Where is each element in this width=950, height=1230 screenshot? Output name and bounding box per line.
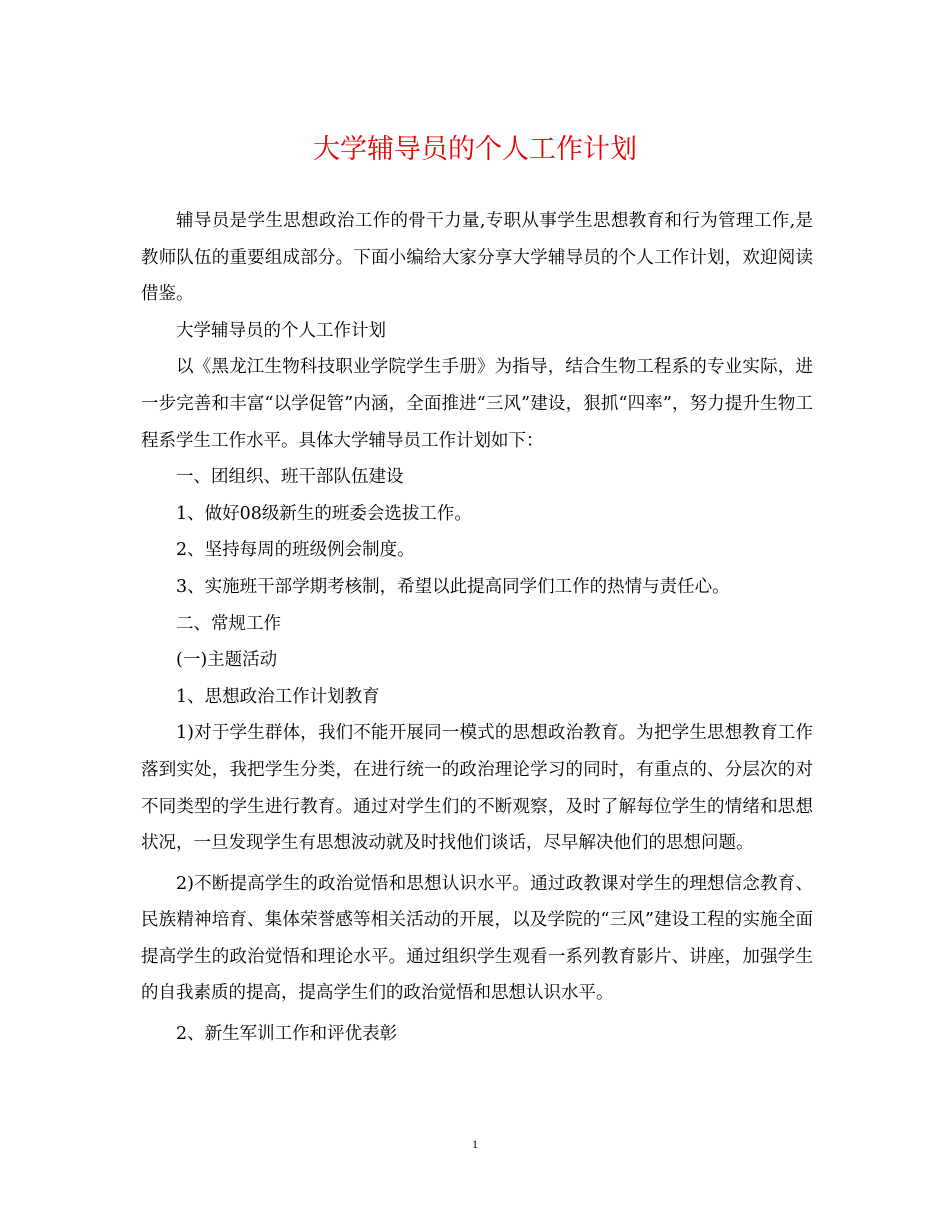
document-body [141, 203, 813, 1053]
paragraph-subtitle: 大学辅导员的个人工作计划 [176, 320, 386, 341]
paragraph-point-2: 2)不断提高学生的政治觉悟和思想认识水平。通过政教课对学生的理想信念教育、民族精神培育、集体荣誉感等相关活动的开展，以及学院的“三风”建设工程的实施全面提高学生的政治觉悟和理论水平。通过组织学生观看一系列教育影片、讲座，加强学生的自我素质的提高，提高学生们的政治觉悟和思想认识水平。 [141, 873, 813, 1004]
heading-team-building: 一、团组织、班干部队伍建设 [176, 467, 404, 488]
paragraph-intro: 辅导员是学生思想政治工作的骨干力量,专职从事学生思想教育和行为管理工作,是教师队伍的重要组成部分。下面小编给大家分享大学辅导员的个人工作计划，欢迎阅读借鉴。 [141, 211, 813, 305]
heading-routine-work: 二、常规工作 [176, 613, 281, 634]
paragraph-point-1: 1)对于学生群体，我们不能开展同一模式的思想政治教育。为把学生思想教育工作落到实处，我把学生分类，在进行统一的政治理论学习的同时，有重点的、分层次的对不同类型的学生进行教育。通过对学生们的不断观察，及时了解每位学生的情绪和思想状况，一旦发现学生有思想波动就及时找他们谈话，尽早解决他们的思想问题。 [141, 723, 813, 854]
page-number: 1 [472, 1137, 478, 1151]
list-item: 3、实施班干部学期考核制，希望以此提高同学们工作的热情与责任心。 [176, 576, 730, 597]
paragraph-guideline: 以《黑龙江生物科技职业学院学生手册》为指导，结合生物工程系的专业实际，进一步完善和丰富“以学促管”内涵，全面推进“三风”建设，狠抓“四率”，努力提升生物工程系学生工作水平。具体大学辅导员工作计划如下： [141, 357, 813, 451]
heading-political-education: 1、思想政治工作计划教育 [176, 686, 380, 707]
list-item: 1、做好08级新生的班委会选拔工作。 [176, 503, 472, 524]
heading-military-training: 2、新生军训工作和评优表彰 [176, 1024, 398, 1045]
document-title: 大学辅导员的个人工作计划 [313, 134, 637, 165]
heading-theme-activities: (一)主题活动 [176, 650, 278, 671]
list-item: 2、坚持每周的班级例会制度。 [176, 540, 415, 561]
